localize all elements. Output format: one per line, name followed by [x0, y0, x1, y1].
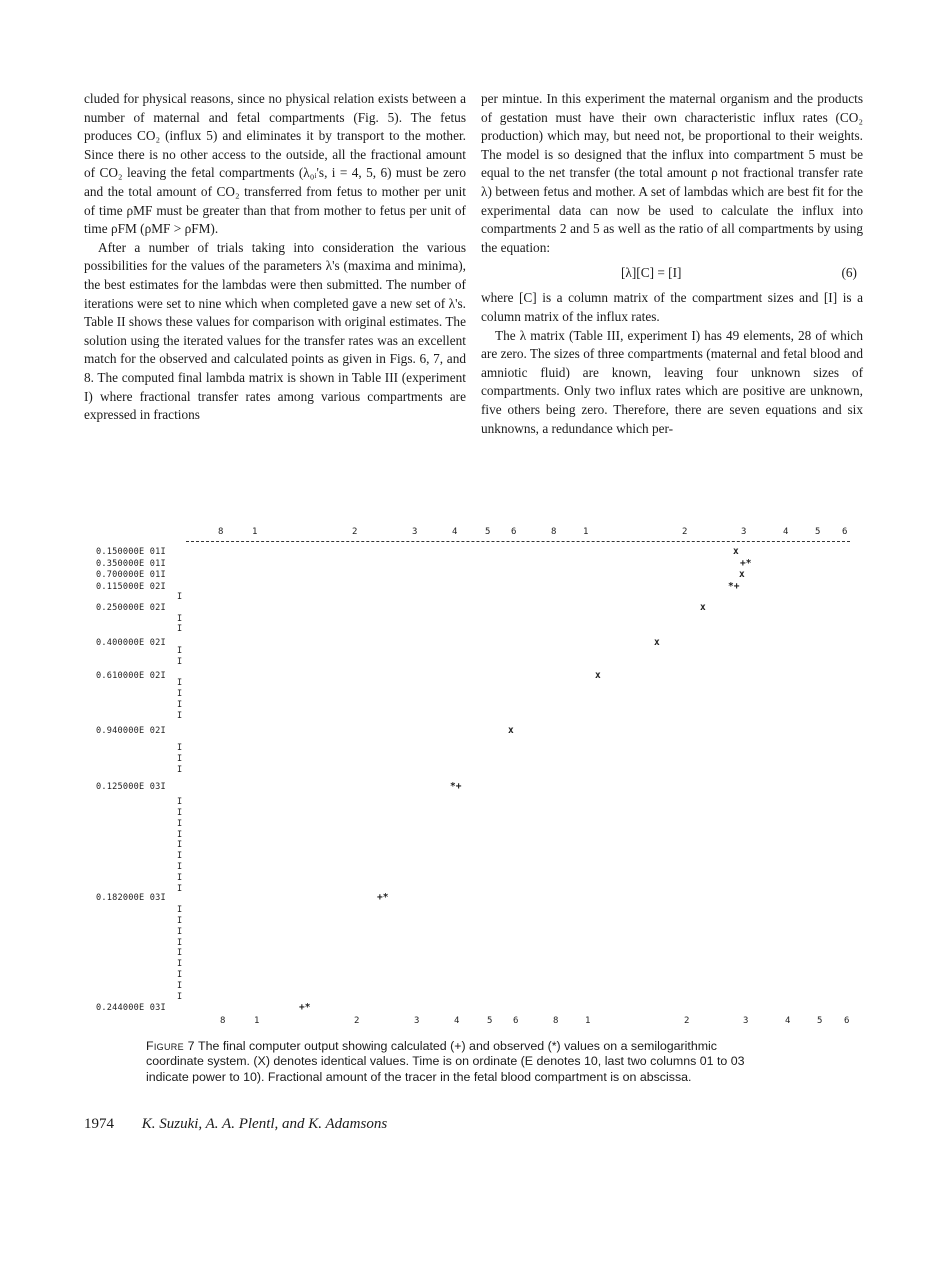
axis-bar-char: I: [177, 614, 183, 624]
axis-bar-char: I: [177, 862, 183, 872]
top-tick-label: 5: [485, 527, 491, 537]
paragraph: After a number of trials taking into consideration the various possibilities for the values of the parameters λ's (maxima and minima), the best estimates for the lambdas were then submitted. The number of iterations were set to nine which when completed gave a new set of λ's. Table II shows these values for comparison with original estimates. The solution using the iterated values for the transfer rates was an excellent match for the observed and calculated points as given in Figs. 6, 7, and 8. The computed final lambda matrix is shown in Table III (experiment I) where fractional transfer rates among various compartments are expressed in fractions: [84, 239, 466, 423]
top-tick-label: 3: [412, 527, 418, 537]
time-tick-label: 0.350000E 01I: [96, 559, 166, 569]
axis-bar-char: I: [177, 905, 183, 915]
data-point: x: [739, 569, 745, 580]
data-point: +*: [740, 558, 752, 569]
top-tick-label: 2: [352, 527, 358, 537]
bottom-tick-label: 8: [553, 1016, 559, 1026]
equation: [λ][C] = [I]: [621, 265, 682, 281]
axis-bar-char: I: [177, 700, 183, 710]
time-tick-label: 0.125000E 03I: [96, 782, 166, 792]
data-point: x: [595, 670, 601, 681]
bottom-tick-label: 5: [817, 1016, 823, 1026]
equation-number: (6): [841, 265, 857, 281]
axis-bar-char: I: [177, 959, 183, 969]
top-tick-label: 3: [741, 527, 747, 537]
axis-bar-char: I: [177, 689, 183, 699]
axis-bar-char: I: [177, 992, 183, 1002]
data-point: +*: [377, 892, 389, 903]
top-tick-label: 1: [252, 527, 258, 537]
time-tick-label: 0.610000E 02I: [96, 671, 166, 681]
bottom-tick-label: 8: [220, 1016, 226, 1026]
axis-bar-char: I: [177, 592, 183, 602]
caption-text: The final computer output showing calculated (+) and observed (*) values on a semilogarithmic coordinate system. (X) denotes identical values. Time is on ordinate (E denotes 10, last two columns 01 to 03 indicate power to 10). Fractional amount of the tracer in the fetal blood compartment is on abscissa.: [146, 1039, 745, 1084]
data-point: x: [654, 637, 660, 648]
paragraph: per mintue. In this experiment the maternal organism and the products of gestation must have their own characteristic influx rates (CO₂ production) which may, but need not, be proportional to their weights. The model is so designed that the influx into compartment 5 must be equal to the net transfer (the total amount ρ not fractional transfer rate λ) between fetus and mother. A set of lambdas which are best fit for the experimental data can now be used to calculate the influx into compartments 2 and 5 as well as the ratio of all compartments by using the equation:: [481, 91, 863, 255]
top-tick-label: 8: [551, 527, 557, 537]
axis-bar-char: I: [177, 711, 183, 721]
data-point: x: [733, 546, 739, 557]
figure-label: Figure 7: [146, 1039, 195, 1053]
top-tick-label: 4: [452, 527, 458, 537]
time-tick-label: 0.182000E 03I: [96, 893, 166, 903]
data-point: +*: [299, 1002, 311, 1013]
axis-bar-char: I: [177, 938, 183, 948]
data-point: x: [508, 725, 514, 736]
top-tick-label: 5: [815, 527, 821, 537]
axis-bar-char: I: [177, 808, 183, 818]
axis-bar-char: I: [177, 819, 183, 829]
axis-bar-char: I: [177, 765, 183, 775]
bottom-tick-label: 5: [487, 1016, 493, 1026]
top-tick-label: 6: [842, 527, 848, 537]
data-point: *+: [450, 781, 462, 792]
axis-bar-char: I: [177, 840, 183, 850]
axis-bar-char: I: [177, 743, 183, 753]
bottom-tick-label: 6: [844, 1016, 850, 1026]
axis-bar-char: I: [177, 754, 183, 764]
top-tick-label: 1: [583, 527, 589, 537]
axis-bar-char: I: [177, 678, 183, 688]
top-tick-label: 2: [682, 527, 688, 537]
time-tick-label: 0.940000E 02I: [96, 726, 166, 736]
axis-bar-char: I: [177, 873, 183, 883]
axis-bar-char: I: [177, 916, 183, 926]
authors: K. Suzuki, A. A. Plentl, and K. Adamsons: [141, 1116, 388, 1132]
top-tick-label: 4: [783, 527, 789, 537]
bottom-tick-label: 1: [585, 1016, 591, 1026]
axis-bar-char: I: [177, 797, 183, 807]
top-tick-label: 8: [218, 527, 224, 537]
axis-bar-char: I: [177, 927, 183, 937]
paragraph: The λ matrix (Table III, experiment I) has 49 elements, 28 of which are zero. The sizes of three compartments (maternal and fetal blood and amniotic fluid) are known, leaving four unknown sizes of compartments. Only two influx rates which are positive are unknown, five others being zero. Therefore, there are seven equations and six unknowns, a redundance which per-: [481, 327, 863, 436]
data-point: x: [700, 602, 706, 613]
paragraph: where [C] is a column matrix of the compartment sizes and [I] is a column matrix of the influx rates.: [481, 290, 863, 324]
bottom-tick-label: 3: [414, 1016, 420, 1026]
paragraph: cluded for physical reasons, since no physical relation exists between a number of maternal and fetal compartments (Fig. 5). The fetus produces CO₂ (influx 5) and eliminates it by transport to the mother. Since there is no other access to the outside, all the fractional amount of CO₂ leaving the fetal compartments (λ₀ᵢ's, i = 4, 5, 6) must be zero and the total amount of CO₂ transferred from fetus to mother per unit of time ρMF must be greater than that from mother to fetus per unit of time ρFM (ρMF > ρFM).: [84, 91, 466, 237]
bottom-tick-label: 2: [354, 1016, 360, 1026]
axis-bar-char: I: [177, 970, 183, 980]
axis-bar-char: I: [177, 884, 183, 894]
bottom-tick-label: 4: [785, 1016, 791, 1026]
time-tick-label: 0.150000E 01I: [96, 547, 166, 557]
bottom-tick-label: 4: [454, 1016, 460, 1026]
time-tick-label: 0.115000E 02I: [96, 582, 166, 592]
axis-bar-char: I: [177, 657, 183, 667]
time-tick-label: 0.244000E 03I: [96, 1003, 166, 1013]
axis-bar-char: I: [177, 624, 183, 634]
bottom-tick-label: 3: [743, 1016, 749, 1026]
bottom-tick-label: 6: [513, 1016, 519, 1026]
axis-bar-char: I: [177, 646, 183, 656]
figure-caption: [146, 1039, 776, 1085]
time-tick-label: 0.700000E 01I: [96, 570, 166, 580]
printout-top-border: [186, 541, 850, 542]
top-tick-label: 6: [511, 527, 517, 537]
axis-bar-char: I: [177, 948, 183, 958]
axis-bar-char: I: [177, 830, 183, 840]
page-footer: [84, 1116, 387, 1133]
bottom-tick-label: 2: [684, 1016, 690, 1026]
data-point: *+: [728, 581, 740, 592]
bottom-tick-label: 1: [254, 1016, 260, 1026]
axis-bar-char: I: [177, 981, 183, 991]
axis-bar-char: I: [177, 851, 183, 861]
page-number: 1974: [84, 1116, 114, 1132]
time-tick-label: 0.250000E 02I: [96, 603, 166, 613]
time-tick-label: 0.400000E 02I: [96, 638, 166, 648]
